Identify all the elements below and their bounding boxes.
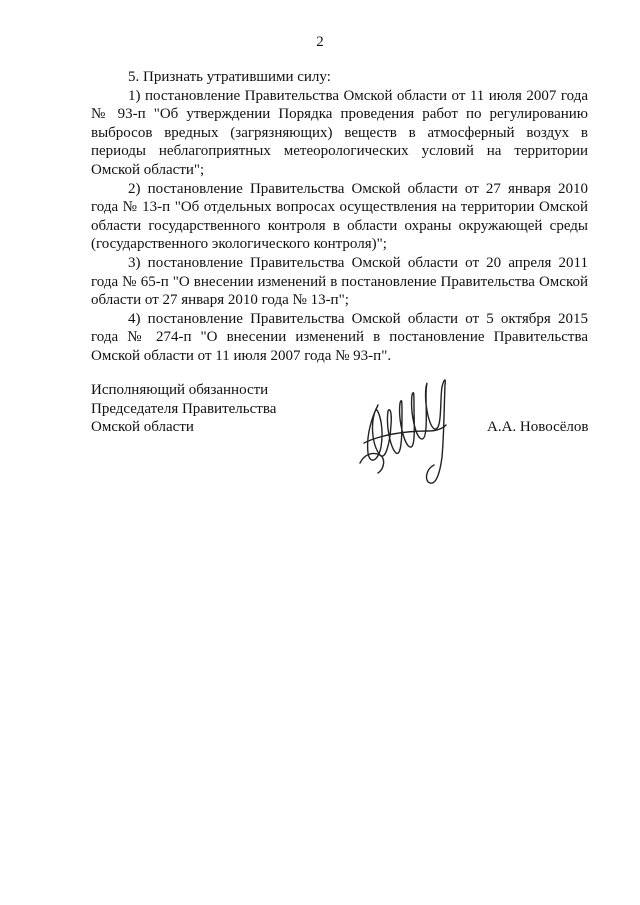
position-line-3: Омской области — [91, 419, 194, 436]
paragraph-item-4: 4) постановление Правительства Омской области от 5 октября 2015 года № 274-п "О внесении изменений в постановление Правительства Омской области от 11 июля 2007 года № 93-п". — [91, 310, 588, 364]
paragraph-item-3: 3) постановление Правительства Омской области от 20 апреля 2011 года № 65-п "О внесении изменений в постановление Правительства Омской области от 27 января 2010 года № 13-п"; — [91, 254, 588, 309]
paragraph-item-2: 2) постановление Правительства Омской области от 27 января 2010 года № 13-п "Об отдельных вопросах осуществления на территории Омской области государственного контроля в области охраны окружающей среды (государственного экологического контроля)"; — [91, 180, 588, 253]
signatory-position — [91, 381, 276, 437]
position-line-1: Исполняющий обязанности — [91, 382, 269, 398]
document-body — [91, 68, 588, 366]
signature-stroke-flourish — [360, 453, 384, 473]
paragraph-heading: 5. Признать утратившими силу: — [128, 69, 331, 85]
paragraph-item-1: 1) постановление Правительства Омской области от 11 июля 2007 года № 93-п "Об утверждении Порядка проведения работ по регулированию выбросов вредных (загрязняющих) веществ в атмосферный воздух в периоды неблагоприятных метеорологических условий на территории Омской области"; — [91, 87, 588, 178]
position-line-2: Председателя Правительства — [91, 400, 277, 417]
handwritten-signature — [350, 365, 460, 490]
page-number: 2 — [316, 34, 324, 50]
signer-name: А.А. Новосёлов — [487, 419, 589, 435]
